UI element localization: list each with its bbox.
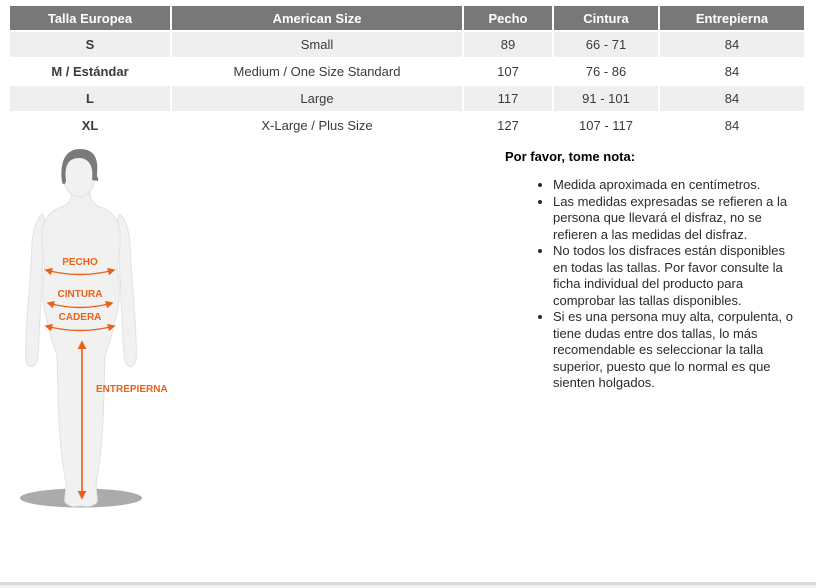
cell-cintura: 91 - 101 [554,86,658,111]
cintura-label: CINTURA [57,289,103,300]
notes-list [505,177,803,392]
cell-pecho: 117 [464,86,552,111]
col-header-talla-europea: Talla Europea [10,6,170,30]
body-torso-legs [42,190,121,506]
table-row [10,59,804,84]
notes-section [505,149,803,392]
cell-talla: XL [10,113,170,138]
col-header-cintura: Cintura [554,6,658,30]
table-row [10,32,804,57]
cell-cintura: 107 - 117 [554,113,658,138]
cadera-label: CADERA [58,312,102,323]
col-header-entrepierna: Entrepierna [660,6,804,30]
cell-cintura: 76 - 86 [554,59,658,84]
col-header-american-size: American Size [172,6,462,30]
cell-talla: L [10,86,170,111]
cell-pecho: 127 [464,113,552,138]
notes-title: Por favor, tome nota: [505,149,636,164]
note-item: • Las medidas expresadas se refieren a la persona que llevará el disfraz, no se refieren a las medidas del disfraz. [553,194,803,244]
cell-entrepierna: 84 [660,113,804,138]
cell-entrepierna: 84 [660,32,804,57]
table-row [10,86,804,111]
note-item: • Medida aproximada en centímetros. [553,177,803,194]
table-header-row [10,6,804,30]
note-item: • No todos los disfraces están disponibles en todas las tallas. Por favor consulte la ficha individual del producto para comprobar las tallas disponibles. [553,243,803,309]
entrepierna-label: ENTREPIERNA [96,384,168,395]
measurement-figure [8,146,178,518]
table-row [10,113,804,138]
cell-talla: M / Estándar [10,59,170,84]
cell-american: Medium / One Size Standard [172,59,462,84]
cell-pecho: 89 [464,32,552,57]
note-item: • Si es una persona muy alta, corpulenta, o tiene dudas entre dos tallas, lo más recomendable es seleccionar la talla superior, puesto que lo normal es que sienten holgados. [553,309,803,392]
cell-entrepierna: 84 [660,86,804,111]
pecho-label: PECHO [62,257,98,268]
col-header-pecho: Pecho [464,6,552,30]
cell-american: Large [172,86,462,111]
size-chart-table [8,4,806,140]
cell-talla: S [10,32,170,57]
cell-cintura: 66 - 71 [554,32,658,57]
body-silhouette-diagram [8,146,178,518]
cell-american: X-Large / Plus Size [172,113,462,138]
cell-american: Small [172,32,462,57]
cell-entrepierna: 84 [660,59,804,84]
cell-pecho: 107 [464,59,552,84]
